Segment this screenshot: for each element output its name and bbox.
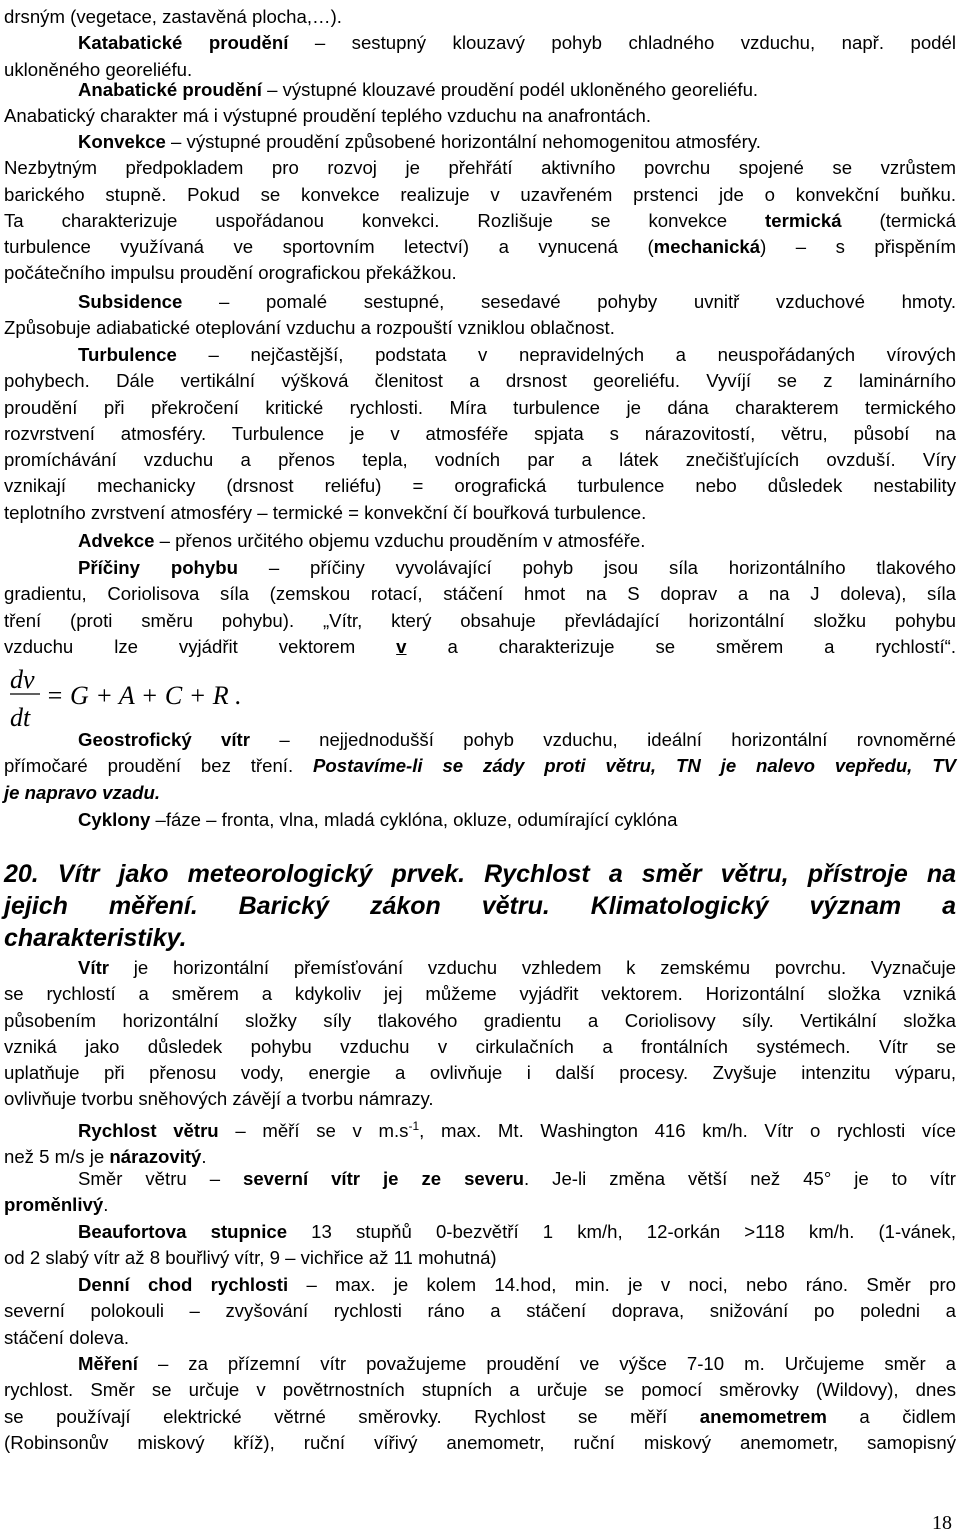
text-line: Anabatický charakter má i výstupné proudění teplého vzduchu na anafrontách. <box>4 105 652 127</box>
equation-motion <box>8 664 268 736</box>
paragraph-wind-speed <box>4 1113 956 1171</box>
term-wind: Vítr <box>78 957 109 978</box>
term-gusty: nárazovitý <box>109 1146 202 1168</box>
text-line: (Robinsonův miskový kříž), ruční vířivý anemometr, ruční miskový anemometr, samopisný <box>4 1431 956 1453</box>
text-line: Katabatické proudění – sestupný klouzavý pohyb chladného vzduchu, např. podél <box>78 32 956 54</box>
paragraph-measurement <box>4 1351 956 1456</box>
term-mechanical: mechanická <box>653 236 761 258</box>
text-line: Subsidence – pomalé sestupné, sesedavé pohyby uvnitř vzduchové hmoty. <box>78 291 956 312</box>
text-line: vzduchu lze vyjádřit vektorem v a charakterizuje se směrem a rychlostí“. <box>4 635 956 657</box>
text-line: turbulence využívaná ve sportovním letectví) a vynucená (mechanická) – s přispěním <box>4 236 956 258</box>
text-line: Advekce – přenos určitého objemu vzduchu prouděním v atmosféře. <box>78 530 646 551</box>
equation-rhs: = G + A + C + R . <box>46 681 242 710</box>
text-line: teplotního zvrstvení atmosféry – termické = konvekční čí bouřková turbulence. <box>4 501 647 523</box>
paragraph-daily-course <box>4 1272 956 1351</box>
text-line: vznikají mechanicky (drsnost reliéfu) = orografická turbulence nebo důsledek nestability <box>4 475 956 497</box>
term-katabatic: Katabatické proudění <box>78 32 289 54</box>
term-advection: Advekce <box>78 530 155 551</box>
page-number: 18 <box>932 1512 952 1534</box>
term-convection: Konvekce <box>78 131 166 152</box>
text-line: Ta charakterizuje uspořádanou konvekci. Rozlišuje se konvekce termická (termická <box>4 209 956 231</box>
text-line: Konvekce – výstupné proudění způsobené horizontální nehomogenitou atmosféry. <box>78 131 761 152</box>
term-subsidence: Subsidence <box>78 291 183 312</box>
text-line: Směr větru – severní vítr je ze severu. Je-li změna větší než 45° je to vítr <box>78 1168 956 1189</box>
equation-denominator: dt <box>10 703 31 732</box>
text-line: než 5 m/s je nárazovitý. <box>4 1146 207 1168</box>
paragraph-cyclones <box>4 807 956 833</box>
paragraph-katabatic <box>4 4 956 83</box>
text-line: působením horizontální složky síly tlakového gradientu a Coriolisovy síly. Vertikální složka <box>4 1009 956 1031</box>
paragraph-anabatic <box>4 77 956 130</box>
text-line: severní polokouli – zvyšování rychlosti ráno a stáčení doprava, snižování po poledni a <box>4 1300 956 1322</box>
text-line: Nezbytným předpokladem pro rozvoj je přehřátí aktivního povrchu spojené se vzrůstem <box>4 157 956 179</box>
vector-v: v <box>396 635 407 657</box>
text-line: Způsobuje adiabatické oteplování vzduchu a rozpouští vzniklou oblačnost. <box>4 317 615 339</box>
text-line: počátečního impulsu proudění orografickou překážkou. <box>4 262 457 284</box>
text-line: rychlost. Směr se určuje v povětrnostních stupních a určuje se pomocí směrovky (Wildovy), dnes <box>4 1379 956 1401</box>
rule-emphasis: Postavíme-li se zády proti větru, TN je nalevo vepředu, TV <box>313 755 957 777</box>
paragraph-turbulence <box>4 342 956 526</box>
text-line: od 2 slabý vítr až 8 bouřlivý vítr, 9 – vichřice až 11 mohutná) <box>4 1247 497 1269</box>
term-causes: Příčiny pohybu <box>78 557 238 578</box>
paragraph-geostrophic <box>4 727 956 806</box>
paragraph-causes <box>4 555 956 660</box>
term-anemometer: anemometrem <box>699 1405 827 1427</box>
term-cyclones: Cyklony <box>78 809 151 830</box>
text-line: Anabatické proudění – výstupné klouzavé proudění podél ukloněného georeliéfu. <box>78 79 759 100</box>
text-line: gradientu, Coriolisova síla (zemskou rotací, stáčení hmot na S doprav a na J doleva), síla <box>4 583 956 605</box>
text-line: proměnlivý. <box>4 1194 109 1216</box>
term-daily-course: Denní chod rychlosti <box>78 1274 289 1295</box>
term-geostrophic: Geostrofický vítr <box>78 729 250 750</box>
text-line: ovlivňuje tvorbu sněhových závějí a tvorbu námrazy. <box>4 1088 434 1110</box>
paragraph-wind <box>4 955 956 1113</box>
text-line: Denní chod rychlosti – max. je kolem 14.hod, min. je v noci, nebo ráno. Směr pro <box>78 1274 956 1295</box>
paragraph-beaufort <box>4 1219 956 1272</box>
text-line: vzniká jako důsledek pohybu vzduchu v cirkulačních a frontálních systémech. Vítr se <box>4 1035 956 1057</box>
text-line: Turbulence – nejčastější, podstata v nepravidelných a neuspořádaných vírových <box>78 344 956 365</box>
text-line: promíchávání vzduchu a přenos tepla, vodních par a látek znečišťujících ovzduší. Víry <box>4 449 956 471</box>
section-heading <box>4 858 956 954</box>
heading-line: jejich měření. Barický zákon větru. Klimatologický význam a <box>4 892 956 920</box>
text-line: Měření – za přízemní vítr považujeme proudění ve výšce 7-10 m. Určujeme směr a <box>78 1353 956 1374</box>
term-wind-speed: Rychlost větru <box>78 1120 219 1142</box>
term-north-wind: severní vítr je ze severu <box>243 1168 525 1189</box>
equation-graphic <box>8 664 268 736</box>
text-line: Cyklony –fáze – fronta, vlna, mladá cyklóna, okluze, odumírající cyklóna <box>78 809 678 830</box>
text-line: ukloněného georeliéfu. <box>4 58 193 80</box>
text-line: je napravo vzadu. <box>4 781 161 803</box>
text-line: pohybech. Dále vertikální výšková členitost a drsnost georeliéfu. Vyvíjí se z laminárního <box>4 370 956 392</box>
paragraph-convection <box>4 129 956 287</box>
paragraph-advection <box>4 528 956 554</box>
text-line: se používají elektrické větrné směrovky. Rychlost se měří anemometrem a čidlem <box>4 1405 956 1427</box>
text-line: přímočaré proudění bez tření. Postavíme-li se zády proti větru, TN je nalevo vepředu, TV <box>4 755 957 777</box>
text-line: uplatňuje při přenosu vody, energie a ovlivňuje i další procesy. Zvyšuje intenzitu výparu, <box>4 1062 956 1084</box>
text-line: barického stupně. Pokud se konvekce realizuje v uzavřeném prstenci jde o konvekční buňku. <box>4 183 956 205</box>
text-line: drsným (vegetace, zastavěná plocha,…). <box>4 6 342 27</box>
term-measurement: Měření <box>78 1353 138 1374</box>
text-line: stáčení doleva. <box>4 1326 130 1348</box>
text-line: Příčiny pohybu – příčiny vyvolávající pohyb jsou síla horizontálního tlakového <box>78 557 956 578</box>
heading-line: 20. Vítr jako meteorologický prvek. Rychlost a směr větru, přístroje na <box>4 860 956 888</box>
paragraph-subsidence <box>4 289 956 342</box>
term-turbulence: Turbulence <box>78 344 177 365</box>
text-line: rozvrstvení atmosféry. Turbulence je v atmosféře spjata s nárazovitostí, větru, působí na <box>4 422 956 444</box>
text-line: tření (proti směru pohybu). „Vítr, který obsahuje převládající horizontální složku pohybu <box>4 609 956 631</box>
term-thermal: termická <box>765 209 842 231</box>
term-beaufort: Beaufortova stupnice <box>78 1221 288 1242</box>
term-anabatic: Anabatické proudění <box>78 79 262 100</box>
text-line: Vítr je horizontální přemísťování vzduchu vzhledem k zemskému povrchu. Vyznačuje <box>78 957 956 978</box>
text-line: Rychlost větru – měří se v $m.s^{-1}$, max. Mt. Washington 416 km/h. Vítr o rychlosti více <box>78 1119 956 1142</box>
term-variable: proměnlivý <box>4 1194 104 1216</box>
heading-line: charakteristiky. <box>4 924 187 952</box>
text-line: se rychlostí a směrem a kdykoliv jej můžeme vyjádřit vektorem. Horizontální složka vzniká <box>4 983 956 1005</box>
text-line: proudění při překročení kritické rychlosti. Míra turbulence je dána charakterem termického <box>4 396 956 418</box>
text-line: Geostrofický vítr – nejjednodušší pohyb vzduchu, ideální horizontální rovnoměrné <box>78 729 956 750</box>
paragraph-wind-direction <box>4 1166 956 1219</box>
text-line: Beaufortova stupnice 13 stupňů 0-bezvětří 1 km/h, 12-orkán >118 km/h. (1-vánek, <box>78 1221 956 1242</box>
equation-numerator: dv <box>10 665 35 694</box>
